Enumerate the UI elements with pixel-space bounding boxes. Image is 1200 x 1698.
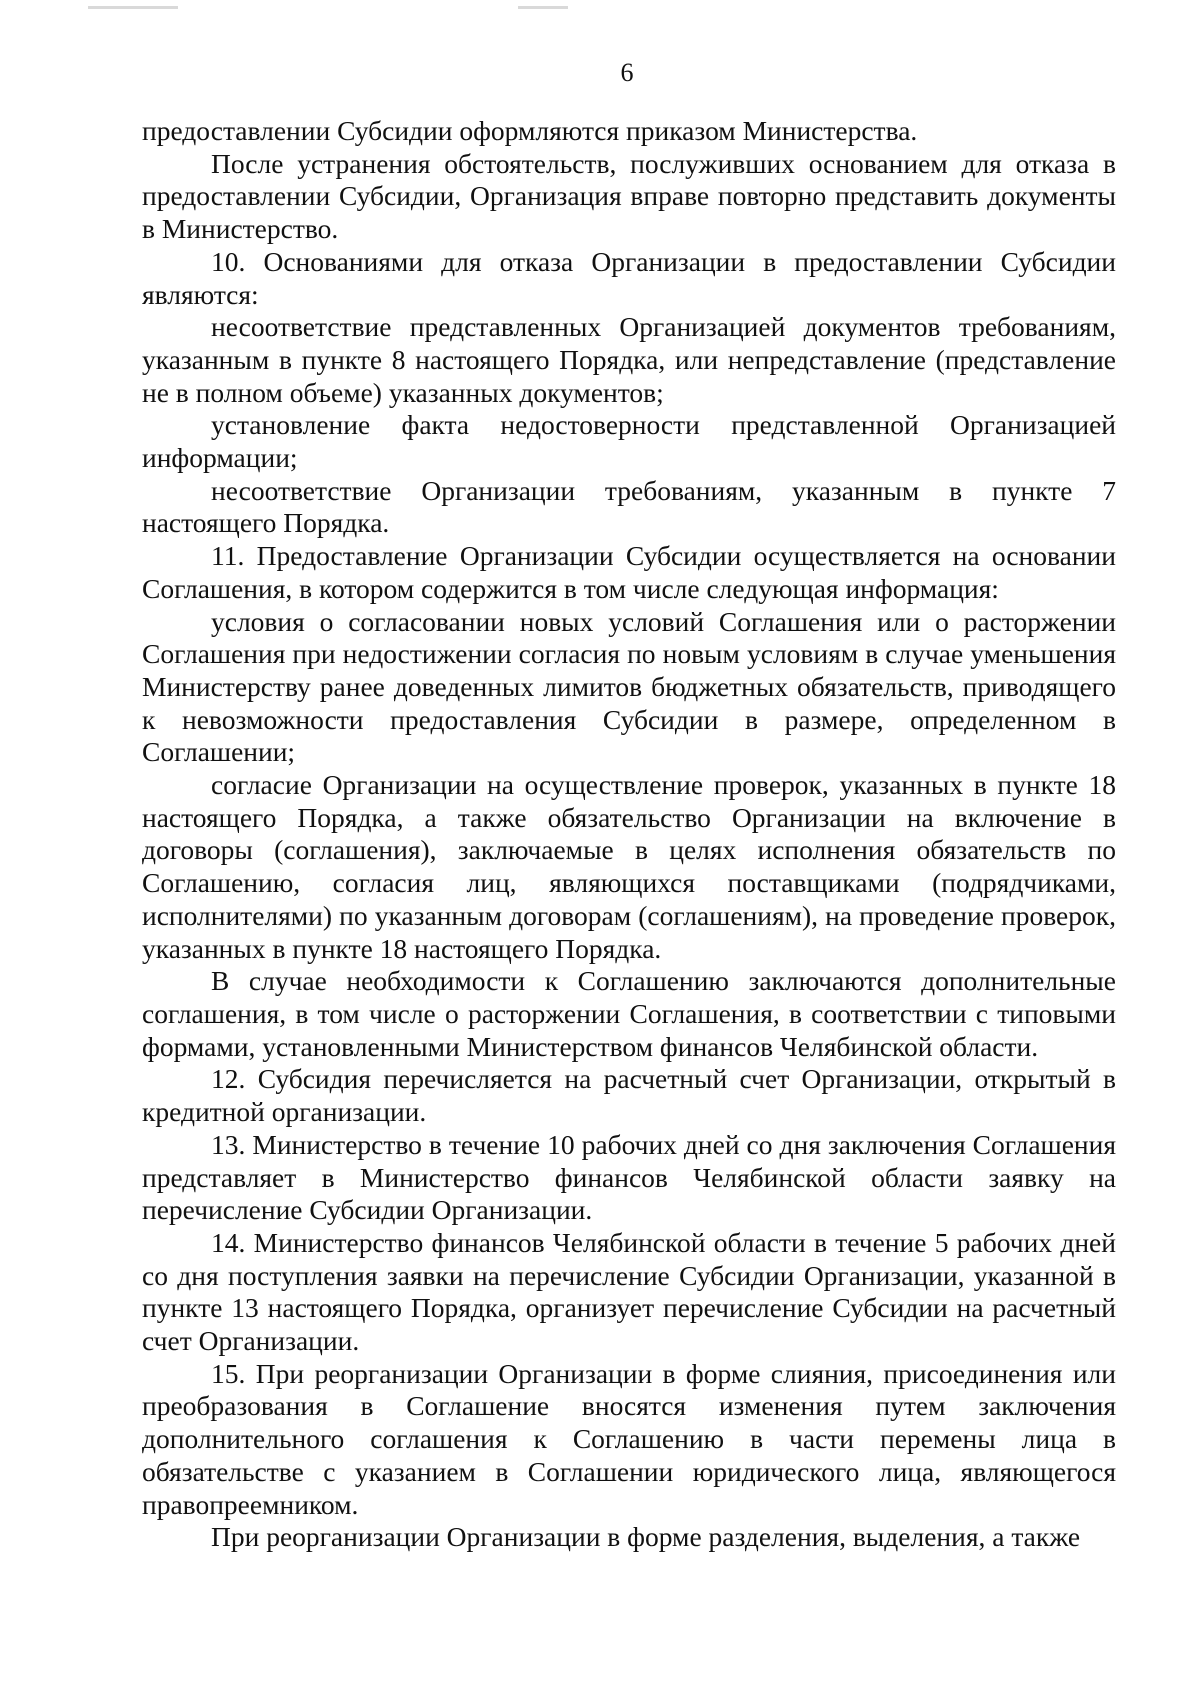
paragraph: 11. Предоставление Организации Субсидии осуществляется на основании Соглашения, в котором содержится в том числе следующая информация: <box>142 540 1116 604</box>
paragraph: предоставлении Субсидии оформляются приказом Министерства. <box>142 115 918 146</box>
paragraph: согласие Организации на осуществление проверок, указанных в пункте 18 настоящего Порядка, а также обязательство Организации на включение в договоры (соглашения), заключаемые в целях исполнения обязательств по Соглашению, согласия лиц, являющихся поставщиками (подрядчиками, исполнителями) по указанным договорам (соглашениям), на проведение проверок, указанных в пункте 18 настоящего Порядка. <box>142 769 1116 964</box>
paragraph: условия о согласовании новых условий Соглашения или о расторжении Соглашения при недостижении согласия по новым условиям в случае уменьшения Министерству ранее доведенных лимитов бюджетных обязательств, приводящего к невозможности предоставления Субсидии в размере, определенном в Соглашении; <box>142 605 1116 768</box>
paragraph: 12. Субсидия перечисляется на расчетный счет Организации, открытый в кредитной организации. <box>142 1063 1116 1128</box>
paragraph: несоответствие Организации требованиям, указанным в пункте 7 настоящего Порядка. <box>142 474 1116 539</box>
page-number: 6 <box>620 58 634 87</box>
paragraph: При реорганизации Организации в форме разделения, выделения, а также <box>211 1521 1081 1553</box>
scan-artifact <box>518 6 568 9</box>
document-body <box>142 115 1116 1554</box>
paragraph: несоответствие представленных Организацией документов требованиям, указанным в пункте 8 настоящего Порядка, или непредставление (представление не в полном объеме) указанных документов; <box>142 311 1116 408</box>
scan-artifact <box>88 6 178 9</box>
paragraph: 10. Основаниями для отказа Организации в предоставлении Субсидии являются: <box>142 245 1116 310</box>
paragraph: 15. При реорганизации Организации в форме слияния, присоединения или преобразования в Соглашение вносятся изменения путем заключения дополнительного соглашения к Соглашению в части перемены лица в обязательстве с указанием в Соглашении юридического лица, являющегося правопреемником. <box>142 1357 1116 1520</box>
paragraph: В случае необходимости к Соглашению заключаются дополнительные соглашения, в том числе о расторжении Соглашения, в соответствии с типовыми формами, установленными Министерством финансов Челябинской области. <box>142 965 1116 1062</box>
paragraph: 13. Министерство в течение 10 рабочих дней со дня заключения Соглашения представляет в Министерство финансов Челябинской области заявку на перечисление Субсидии Организации. <box>142 1128 1116 1226</box>
paragraph: После устранения обстоятельств, послуживших основанием для отказа в предоставлении Субсидии, Организация вправе повторно представить документы в Министерство. <box>142 147 1116 245</box>
paragraph: 14. Министерство финансов Челябинской области в течение 5 рабочих дней со дня поступления заявки на перечисление Субсидии Организации, указанной в пункте 13 настоящего Порядка, организует перечисление Субсидии на расчетный счет Организации. <box>142 1226 1116 1357</box>
paragraph: установление факта недостоверности представленной Организацией информации; <box>142 409 1116 474</box>
